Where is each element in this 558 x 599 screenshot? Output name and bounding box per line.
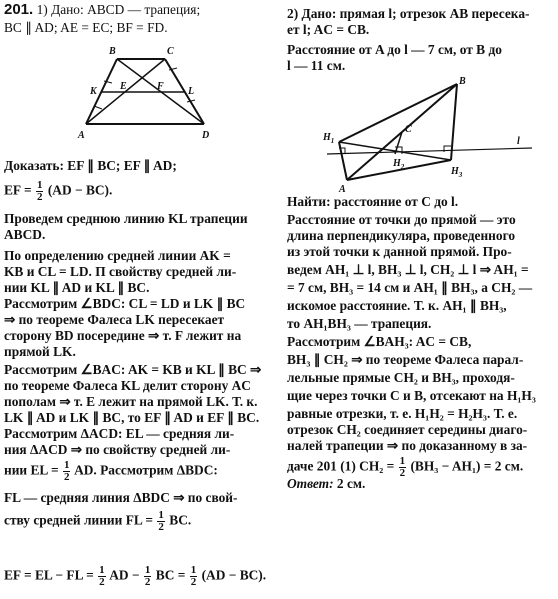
text-line: ведем AH₁ ⊥ l, BH₃ ⊥ l, CH₂ ⊥ l ⇒ AH₁ =	[287, 262, 529, 277]
label-h3: $H_3$	[451, 166, 463, 179]
text-line: ⇒ по теореме Фалеса LK пересекает	[4, 312, 225, 327]
answer-value: 2 см.	[336, 476, 366, 491]
text-line: отрезок CH₂ соединяет середины диаго-	[287, 422, 528, 437]
text-line: Рассмотрим ∠BAH₃: AC = CB,	[287, 334, 472, 349]
text-line: из этой точки к данной прямой. Про-	[287, 244, 512, 259]
text-line: LK ∥ AD и LK ∥ BC, то EF ∥ AD и EF ∥ BC.	[4, 410, 260, 425]
given-line-1: 1) Дано: ABCD — трапеция;	[36, 2, 201, 17]
label-l: l	[517, 136, 520, 147]
segment-bh3	[451, 84, 457, 160]
label-a: A	[339, 184, 346, 194]
given-line-1: 2) Дано: прямая l; отрезок AB пересека-	[287, 6, 530, 21]
text-line: Расстояние от точки до прямой — это	[287, 212, 516, 227]
fraction-half: $\frac{1}{2}$	[99, 564, 105, 588]
label-b: B	[459, 76, 466, 87]
text-line: налей трапеции ⇒ по доказанному в за-	[287, 438, 528, 453]
segment-h1b	[339, 84, 457, 142]
fraction-half: $\frac{1}{2}$	[399, 455, 406, 479]
text-line: то AH₁BH₃ — трапеция.	[287, 316, 432, 331]
text-line: искомое расстояние. Т. к. AH₁ ∥ BH₃,	[287, 298, 507, 313]
text-line: = 7 см, BH₃ = 14 см и AH₁ ∥ BH₃, а CH₂ —	[287, 280, 533, 295]
text-line: Рассмотрим ΔACD: EL — средняя ли-	[4, 426, 235, 441]
final-formula: EF = EL − FL = $\frac{1}{2}$ AD − $\frac{1}{2}$ BC = $\frac{1}{2}$ (AD − BC).	[4, 564, 267, 588]
fraction-half: $\frac{1}{2}$	[63, 459, 70, 483]
label-d: D	[202, 130, 210, 141]
text-line: ния ΔACD ⇒ по свойству средней ли-	[4, 442, 231, 457]
given-line-2: ет l; AC = CB.	[287, 22, 370, 37]
label-e: E	[120, 81, 127, 92]
text-line: KB и CL = LD. П свойству средней ли-	[4, 264, 237, 279]
distance-line-2: l — 11 см.	[287, 58, 346, 73]
problem-number: 201.	[4, 1, 34, 18]
prove-line-1: Доказать: EF ∥ BC; EF ∥ AD;	[4, 158, 177, 173]
tick	[94, 106, 102, 109]
label-l: L	[188, 86, 195, 97]
label-h2: $H_2$	[393, 158, 405, 171]
fraction-half: $\frac{1}{2}$	[190, 564, 197, 588]
text-line: ABCD.	[4, 227, 46, 242]
line-segment-figure	[317, 74, 547, 194]
text-line: По определению средней линии AK =	[4, 248, 231, 263]
prove-line-2: EF = $\frac{1}{2}$ (AD − BC).	[4, 179, 113, 203]
label-k: K	[90, 86, 97, 97]
label-c: C	[405, 124, 412, 135]
text-line: длина перпендикуляра, проведенного	[287, 228, 516, 243]
fl-line: FL — средняя линия ΔBDC ⇒ по свой-	[4, 490, 238, 505]
line-l	[327, 148, 532, 154]
text-line: лельные прямые CH₂ и BH₃, проходя-	[287, 370, 515, 385]
fraction-half: $\frac{1}{2}$	[158, 509, 164, 533]
text-line: пополам ⇒ т. E лежит на прямой LK. Т. к.	[4, 394, 258, 409]
text-line: Рассмотрим ∠BDC: CL = LD и LK ∥ BC	[4, 296, 246, 311]
fraction-half: $\frac{1}{2}$	[36, 179, 43, 203]
text-line: сторону BD посередине ⇒ т. F лежит на	[4, 328, 242, 343]
trapezoid-figure	[62, 36, 232, 146]
given-line-2: BC ∥ AD; AE = EC; BF = FD.	[4, 20, 168, 35]
label-f: F	[157, 81, 164, 92]
fraction-half: $\frac{1}{2}$	[144, 564, 151, 588]
text-line: Проведем среднюю линию KL трапеции	[4, 211, 248, 226]
label-c: C	[167, 46, 174, 57]
text-line: щие через точки C и B, отсекают на H₁H₃	[287, 388, 536, 403]
text-line: по теореме Фалеса KL делит сторону AC	[4, 378, 251, 393]
text-line: BH₃ ∥ CH₂ ⇒ по теореме Фалеса парал-	[287, 352, 524, 367]
label-a: A	[78, 130, 85, 141]
text-line: равные отрезки, т. е. H₁H₂ = H₂H₃. Т. е.	[287, 406, 518, 421]
answer-label: Ответ:	[287, 476, 334, 491]
text-line: прямой LK.	[4, 344, 76, 359]
task-formula-line: даче 201 (1) CH₂ = $\frac{1}{2}$ (BH₃ − AH₁) = 2 см.	[287, 455, 524, 479]
text-line: Рассмотрим ∠BAC: AK = KB и KL ∥ BC ⇒	[4, 362, 262, 377]
answer-line	[287, 476, 365, 492]
distance-line-1: Расстояние от A до l — 7 см, от B до	[287, 42, 502, 57]
label-b: B	[109, 46, 116, 57]
label-h1: $H_1$	[323, 132, 335, 145]
text-line: нии KL ∥ AD и KL ∥ BC.	[4, 280, 150, 295]
given-part1	[4, 2, 200, 18]
el-line: нии EL = $\frac{1}{2}$ AD. Рассмотрим ΔBDC:	[4, 459, 218, 483]
fl-formula-line: ству средней линии FL = $\frac{1}{2}$ BC.	[4, 509, 192, 533]
find-line: Найти: расстояние от C до l.	[287, 194, 459, 209]
